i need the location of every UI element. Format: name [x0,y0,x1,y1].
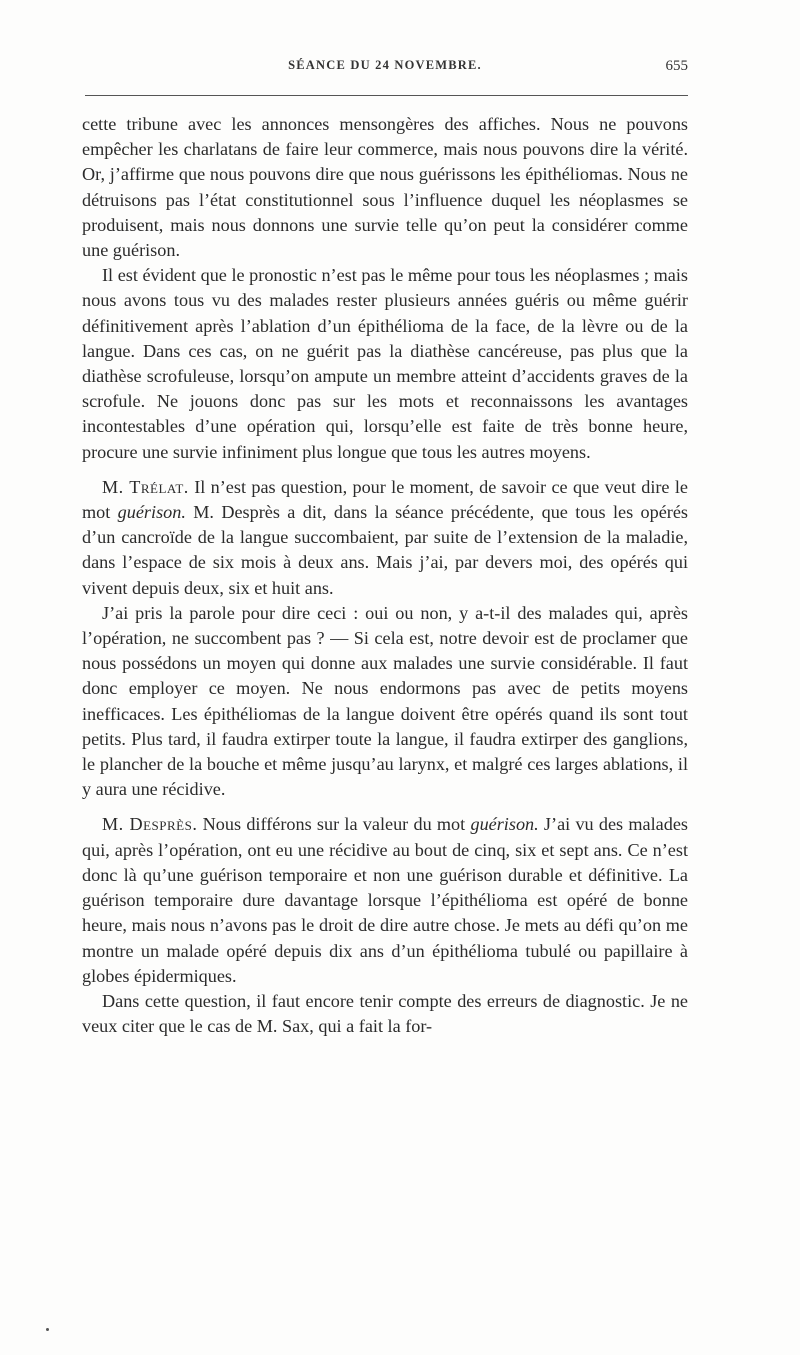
paragraph-5 [82,812,688,988]
paragraph-5-text-a: Nous différons sur la valeur du mot [197,814,471,835]
page-number: 655 [665,58,688,74]
paragraph-4: J’ai pris la parole pour dire ceci : oui ou non, y a-t-il des malades qui, après l’opération, ne succombent pas ? — Si cela est, notre devoir est de proclamer que nous possédons un moyen qui donne aux malades une survie considérable. Il faut donc employer ce moyen. Ne nous endormons pas avec de petits moyens inefficaces. Les épithéliomas de la langue doivent être opérés quand ils sont tout petits. Plus tard, il faudra extirper toute la langue, il faudra extirper des ganglions, le plancher de la bouche et même jusqu’au larynx, et malgré ces larges ablations, il y aura une récidive. [82,602,688,800]
speaker-trelat: M. Trélat. [102,476,189,497]
paragraph-3-italic: guérison. [117,502,186,523]
paragraph-1: cette tribune avec les annonces mensongères des affiches. Nous ne pouvons empêcher les charlatans de faire leur commerce, mais nous pouvons dire la vérité. Or, j’affirme que nous pouvons dire que nous guérissons les épithéliomas. Nous ne détruisons pas l’état constitutionnel sous l’influence duquel les néoplasmes se produisent, mais nous donnons une survie telle qu’on peut la considérer comme une guérison. [82,114,688,261]
running-header [82,58,688,86]
paper-speck [46,1328,49,1331]
speaker-despres: M. Desprès. [102,814,198,835]
paragraph-3 [82,475,688,601]
paragraph-5-italic: guérison. [470,814,539,835]
paragraph-2: Il est évident que le pronostic n’est pas le même pour tous les néoplasmes ; mais nous avons tous vu des malades rester plusieurs années guéris ou même guérir définitivement après l’ablation d’un épithélioma de la face, de la lèvre ou de la langue. Dans ces cas, on ne guérit pas la diathèse cancéreuse, pas plus que la diathèse scrofuleuse, lorsqu’on ampute un membre atteint d’accidents graves de la scrofule. Ne jouons donc pas sur les mots et reconnaissons les avantages incontestables d’une opération qui, lorsqu’elle est faite de très bonne heure, procure une survie infiniment plus longue que tous les autres moyens. [82,265,688,462]
header-rule [85,95,688,96]
paragraph-3-text-a: Il n’est pas question, pour le moment, de savoir ce que veut dire le mot [82,476,688,523]
paragraph-5-text-b: J’ai vu des malades qui, après l’opération, ont eu une récidive au bout de cinq, six et sept ans. Ce n’est donc là qu’une guérison temporaire et non une guérison durable et définitive. La guérison temporaire dure davantage lorsque l’épithélioma est opéré de bonne heure, mais nous n’avons pas le droit de dire autre chose. Je mets au défi qu’on me montre un malade opéré depuis dix ans d’un épithélioma tubulé ou papillaire à globes épidermiques. [82,814,688,986]
running-title: SÉANCE DU 24 NOVEMBRE. [288,58,482,72]
paragraph-3-text-b: M. Desprès a dit, dans la séance précédente, que tous les opérés d’un cancroïde de la langue succombaient, par suite de l’extension de la maladie, dans l’espace de six mois à deux ans. Mais j’ai, par devers moi, des opérés qui vivent depuis deux, six et huit ans. [82,502,688,598]
body-text [82,112,688,1039]
paragraph-6: Dans cette question, il faut encore tenir compte des erreurs de diagnostic. Je ne veux citer que le cas de M. Sax, qui a fait la for- [82,990,688,1037]
